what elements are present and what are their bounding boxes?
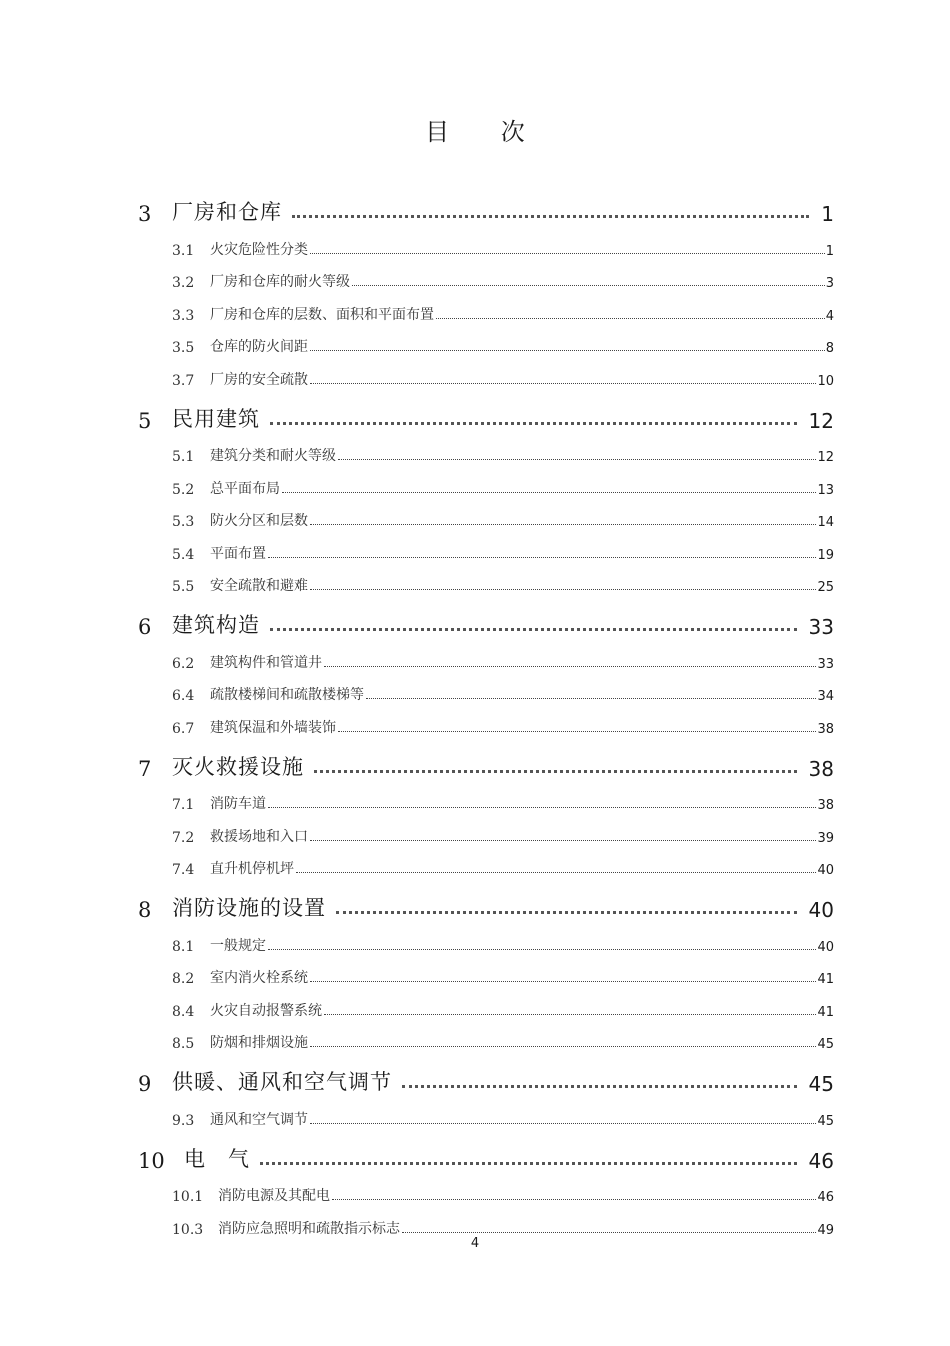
toc-section-number: 8.1 bbox=[172, 938, 195, 955]
toc-section-title: 消防车道 bbox=[210, 796, 266, 812]
toc-chapter-title: 灭火救援设施 bbox=[172, 754, 304, 779]
dot-leader bbox=[310, 1123, 816, 1124]
toc-chapter-number: 7 bbox=[138, 756, 152, 781]
toc-chapter-3[interactable] bbox=[138, 182, 834, 226]
toc-section-number: 7.1 bbox=[172, 797, 195, 813]
toc-page-number: 38 bbox=[817, 721, 834, 737]
toc-section-title: 仓库的防火间距 bbox=[210, 339, 308, 355]
toc-section-5-1[interactable] bbox=[138, 433, 834, 466]
toc-section-title: 疏散楼梯间和疏散楼梯等 bbox=[210, 687, 364, 703]
toc-section-number: 8.2 bbox=[172, 971, 195, 987]
toc-chapter-6[interactable] bbox=[138, 595, 834, 639]
toc-section-title: 消防电源及其配电 bbox=[218, 1188, 330, 1204]
toc-section-title: 厂房和仓库的耐火等级 bbox=[210, 274, 350, 290]
toc-section-title: 建筑构件和管道井 bbox=[210, 654, 322, 671]
toc-chapter-5[interactable] bbox=[138, 389, 834, 433]
dot-leader bbox=[338, 459, 816, 460]
toc-section-title: 火灾自动报警系统 bbox=[210, 1002, 322, 1019]
toc-section-title: 直升机停机坪 bbox=[210, 861, 294, 877]
toc-section-title: 平面布置 bbox=[210, 545, 266, 562]
toc-section-number: 7.2 bbox=[172, 829, 195, 846]
toc-section-title: 防火分区和层数 bbox=[210, 513, 308, 529]
toc-section-3-7[interactable] bbox=[138, 356, 834, 389]
toc-section-5-4[interactable] bbox=[138, 530, 834, 563]
toc-section-8-4[interactable] bbox=[138, 987, 834, 1020]
toc-chapter-number: 5 bbox=[138, 408, 152, 433]
toc-page-number: 45 bbox=[808, 1072, 834, 1096]
dot-leader bbox=[270, 422, 797, 425]
toc-chapter-number: 10 bbox=[138, 1148, 165, 1173]
dot-leader bbox=[268, 557, 816, 558]
toc-page-number: 1 bbox=[821, 202, 834, 226]
toc-page-number: 46 bbox=[808, 1148, 834, 1173]
toc-section-number: 5.1 bbox=[172, 449, 195, 465]
dot-leader bbox=[402, 1085, 797, 1088]
toc-section-title: 厂房的安全疏散 bbox=[210, 371, 308, 388]
toc-page-number: 33 bbox=[808, 615, 834, 639]
page-number: 4 bbox=[470, 1236, 480, 1251]
dot-leader bbox=[324, 666, 816, 667]
toc-section-number: 5.2 bbox=[172, 481, 195, 498]
toc-chapter-number: 6 bbox=[138, 615, 152, 639]
toc-page-number: 10 bbox=[817, 373, 834, 389]
toc-page-number: 13 bbox=[817, 482, 834, 498]
toc-section-title: 一般规定 bbox=[210, 937, 266, 954]
toc-chapter-number: 3 bbox=[138, 202, 152, 226]
toc-section-number: 3.3 bbox=[172, 307, 195, 324]
toc-section-6-7[interactable] bbox=[138, 704, 834, 737]
toc-page-number: 46 bbox=[817, 1190, 834, 1205]
table-of-contents bbox=[138, 182, 834, 1238]
toc-section-8-5[interactable] bbox=[138, 1020, 834, 1053]
toc-section-6-4[interactable] bbox=[138, 672, 834, 705]
toc-page-number: 4 bbox=[825, 308, 834, 324]
dot-leader bbox=[310, 981, 816, 982]
toc-section-title: 厂房和仓库的层数、面积和平面布置 bbox=[210, 306, 434, 323]
toc-section-title: 总平面布局 bbox=[210, 480, 280, 497]
toc-section-number: 3.5 bbox=[172, 340, 195, 356]
dot-leader bbox=[310, 1046, 816, 1047]
toc-page-number: 14 bbox=[817, 515, 834, 530]
dot-leader bbox=[310, 350, 825, 351]
toc-section-9-3[interactable] bbox=[138, 1096, 834, 1129]
dot-leader bbox=[332, 1199, 816, 1200]
toc-page-number: 40 bbox=[817, 863, 834, 878]
dot-leader bbox=[336, 911, 797, 914]
toc-chapter-title: 建筑构造 bbox=[172, 613, 260, 637]
dot-leader bbox=[310, 524, 816, 525]
toc-section-title: 安全疏散和避难 bbox=[210, 578, 308, 594]
toc-section-number: 6.4 bbox=[172, 688, 195, 704]
toc-section-title: 建筑分类和耐火等级 bbox=[210, 448, 336, 464]
toc-page-number: 45 bbox=[817, 1037, 834, 1052]
toc-section-number: 10.3 bbox=[172, 1221, 204, 1238]
toc-page-number: 40 bbox=[808, 898, 834, 922]
toc-section-6-2[interactable] bbox=[138, 639, 834, 672]
dot-leader bbox=[270, 628, 797, 631]
toc-section-number: 3.7 bbox=[172, 372, 195, 389]
toc-page-number: 25 bbox=[817, 580, 834, 595]
toc-page-number: 3 bbox=[825, 276, 834, 291]
toc-section-7-4[interactable] bbox=[138, 846, 834, 879]
page-title: 目 次 bbox=[425, 118, 547, 146]
toc-section-10-3[interactable] bbox=[138, 1205, 834, 1238]
toc-section-8-2[interactable] bbox=[138, 955, 834, 988]
toc-page-number: 12 bbox=[817, 450, 834, 465]
toc-section-10-1[interactable] bbox=[138, 1173, 834, 1206]
toc-section-number: 8.4 bbox=[172, 1003, 195, 1020]
toc-section-3-1[interactable] bbox=[138, 226, 834, 259]
toc-chapter-8[interactable] bbox=[138, 878, 834, 922]
toc-section-5-3[interactable] bbox=[138, 498, 834, 531]
dot-leader bbox=[324, 1014, 816, 1015]
toc-page-number: 1 bbox=[825, 243, 834, 259]
toc-page-number: 41 bbox=[817, 972, 834, 987]
dot-leader bbox=[310, 253, 825, 254]
toc-section-5-2[interactable] bbox=[138, 465, 834, 498]
dot-leader bbox=[268, 949, 816, 950]
dot-leader bbox=[292, 215, 809, 218]
dot-leader bbox=[436, 318, 825, 319]
toc-section-number: 5.5 bbox=[172, 579, 195, 595]
dot-leader bbox=[314, 770, 797, 773]
toc-page-number: 39 bbox=[817, 830, 834, 846]
toc-section-title: 室内消火栓系统 bbox=[210, 970, 308, 986]
toc-page-number: 19 bbox=[817, 547, 834, 563]
toc-chapter-7[interactable] bbox=[138, 737, 834, 781]
dot-leader bbox=[260, 1162, 797, 1165]
toc-chapter-title: 厂房和仓库 bbox=[172, 200, 282, 224]
toc-section-title: 消防应急照明和疏散指示标志 bbox=[218, 1220, 400, 1237]
toc-page-number: 33 bbox=[817, 656, 834, 672]
toc-page-number: 38 bbox=[808, 756, 834, 781]
dot-leader bbox=[366, 698, 816, 699]
toc-section-3-3[interactable] bbox=[138, 291, 834, 324]
toc-section-number: 6.7 bbox=[172, 720, 195, 737]
toc-page-number: 12 bbox=[808, 408, 834, 433]
toc-chapter-title: 消防设施的设置 bbox=[172, 896, 326, 920]
toc-section-7-1[interactable] bbox=[138, 781, 834, 814]
toc-section-7-2[interactable] bbox=[138, 813, 834, 846]
toc-section-number: 6.2 bbox=[172, 655, 195, 672]
toc-chapter-9[interactable] bbox=[138, 1052, 834, 1096]
toc-page-number: 40 bbox=[817, 939, 834, 955]
toc-section-number: 10.1 bbox=[172, 1189, 204, 1205]
toc-section-title: 通风和空气调节 bbox=[210, 1111, 308, 1128]
toc-page-number: 41 bbox=[817, 1004, 834, 1020]
toc-section-number: 5.4 bbox=[172, 546, 195, 563]
toc-section-title: 防烟和排烟设施 bbox=[210, 1035, 308, 1051]
toc-section-number: 7.4 bbox=[172, 862, 195, 878]
toc-section-title: 火灾危险性分类 bbox=[210, 241, 308, 258]
dot-leader bbox=[402, 1232, 816, 1233]
toc-section-number: 5.3 bbox=[172, 514, 195, 530]
toc-section-number: 8.5 bbox=[172, 1036, 195, 1052]
toc-chapter-title: 供暖、通风和空气调节 bbox=[172, 1070, 392, 1094]
dot-leader bbox=[310, 840, 816, 841]
toc-section-title: 建筑保温和外墙装饰 bbox=[210, 719, 336, 736]
toc-section-number: 3.2 bbox=[172, 275, 195, 291]
toc-chapter-10[interactable] bbox=[138, 1129, 834, 1173]
dot-leader bbox=[310, 383, 816, 384]
toc-section-title: 救援场地和入口 bbox=[210, 828, 308, 845]
dot-leader bbox=[338, 731, 816, 732]
dot-leader bbox=[268, 807, 816, 808]
toc-section-number: 3.1 bbox=[172, 242, 195, 259]
toc-page-number: 8 bbox=[825, 341, 834, 356]
toc-page-number: 49 bbox=[817, 1222, 834, 1238]
toc-chapter-number: 8 bbox=[138, 898, 152, 922]
toc-page-number: 38 bbox=[817, 798, 834, 813]
toc-section-8-1[interactable] bbox=[138, 922, 834, 955]
dot-leader bbox=[296, 872, 816, 873]
toc-section-3-2[interactable] bbox=[138, 259, 834, 292]
toc-section-number: 9.3 bbox=[172, 1112, 195, 1129]
toc-chapter-title: 民用建筑 bbox=[172, 406, 260, 431]
dot-leader bbox=[282, 492, 816, 493]
toc-section-3-5[interactable] bbox=[138, 324, 834, 357]
toc-page-number: 45 bbox=[817, 1113, 834, 1129]
dot-leader bbox=[352, 285, 825, 286]
toc-section-5-5[interactable] bbox=[138, 563, 834, 596]
toc-chapter-title: 电 气 bbox=[184, 1146, 250, 1171]
toc-page-number: 34 bbox=[817, 689, 834, 704]
dot-leader bbox=[310, 589, 816, 590]
toc-chapter-number: 9 bbox=[138, 1072, 152, 1096]
